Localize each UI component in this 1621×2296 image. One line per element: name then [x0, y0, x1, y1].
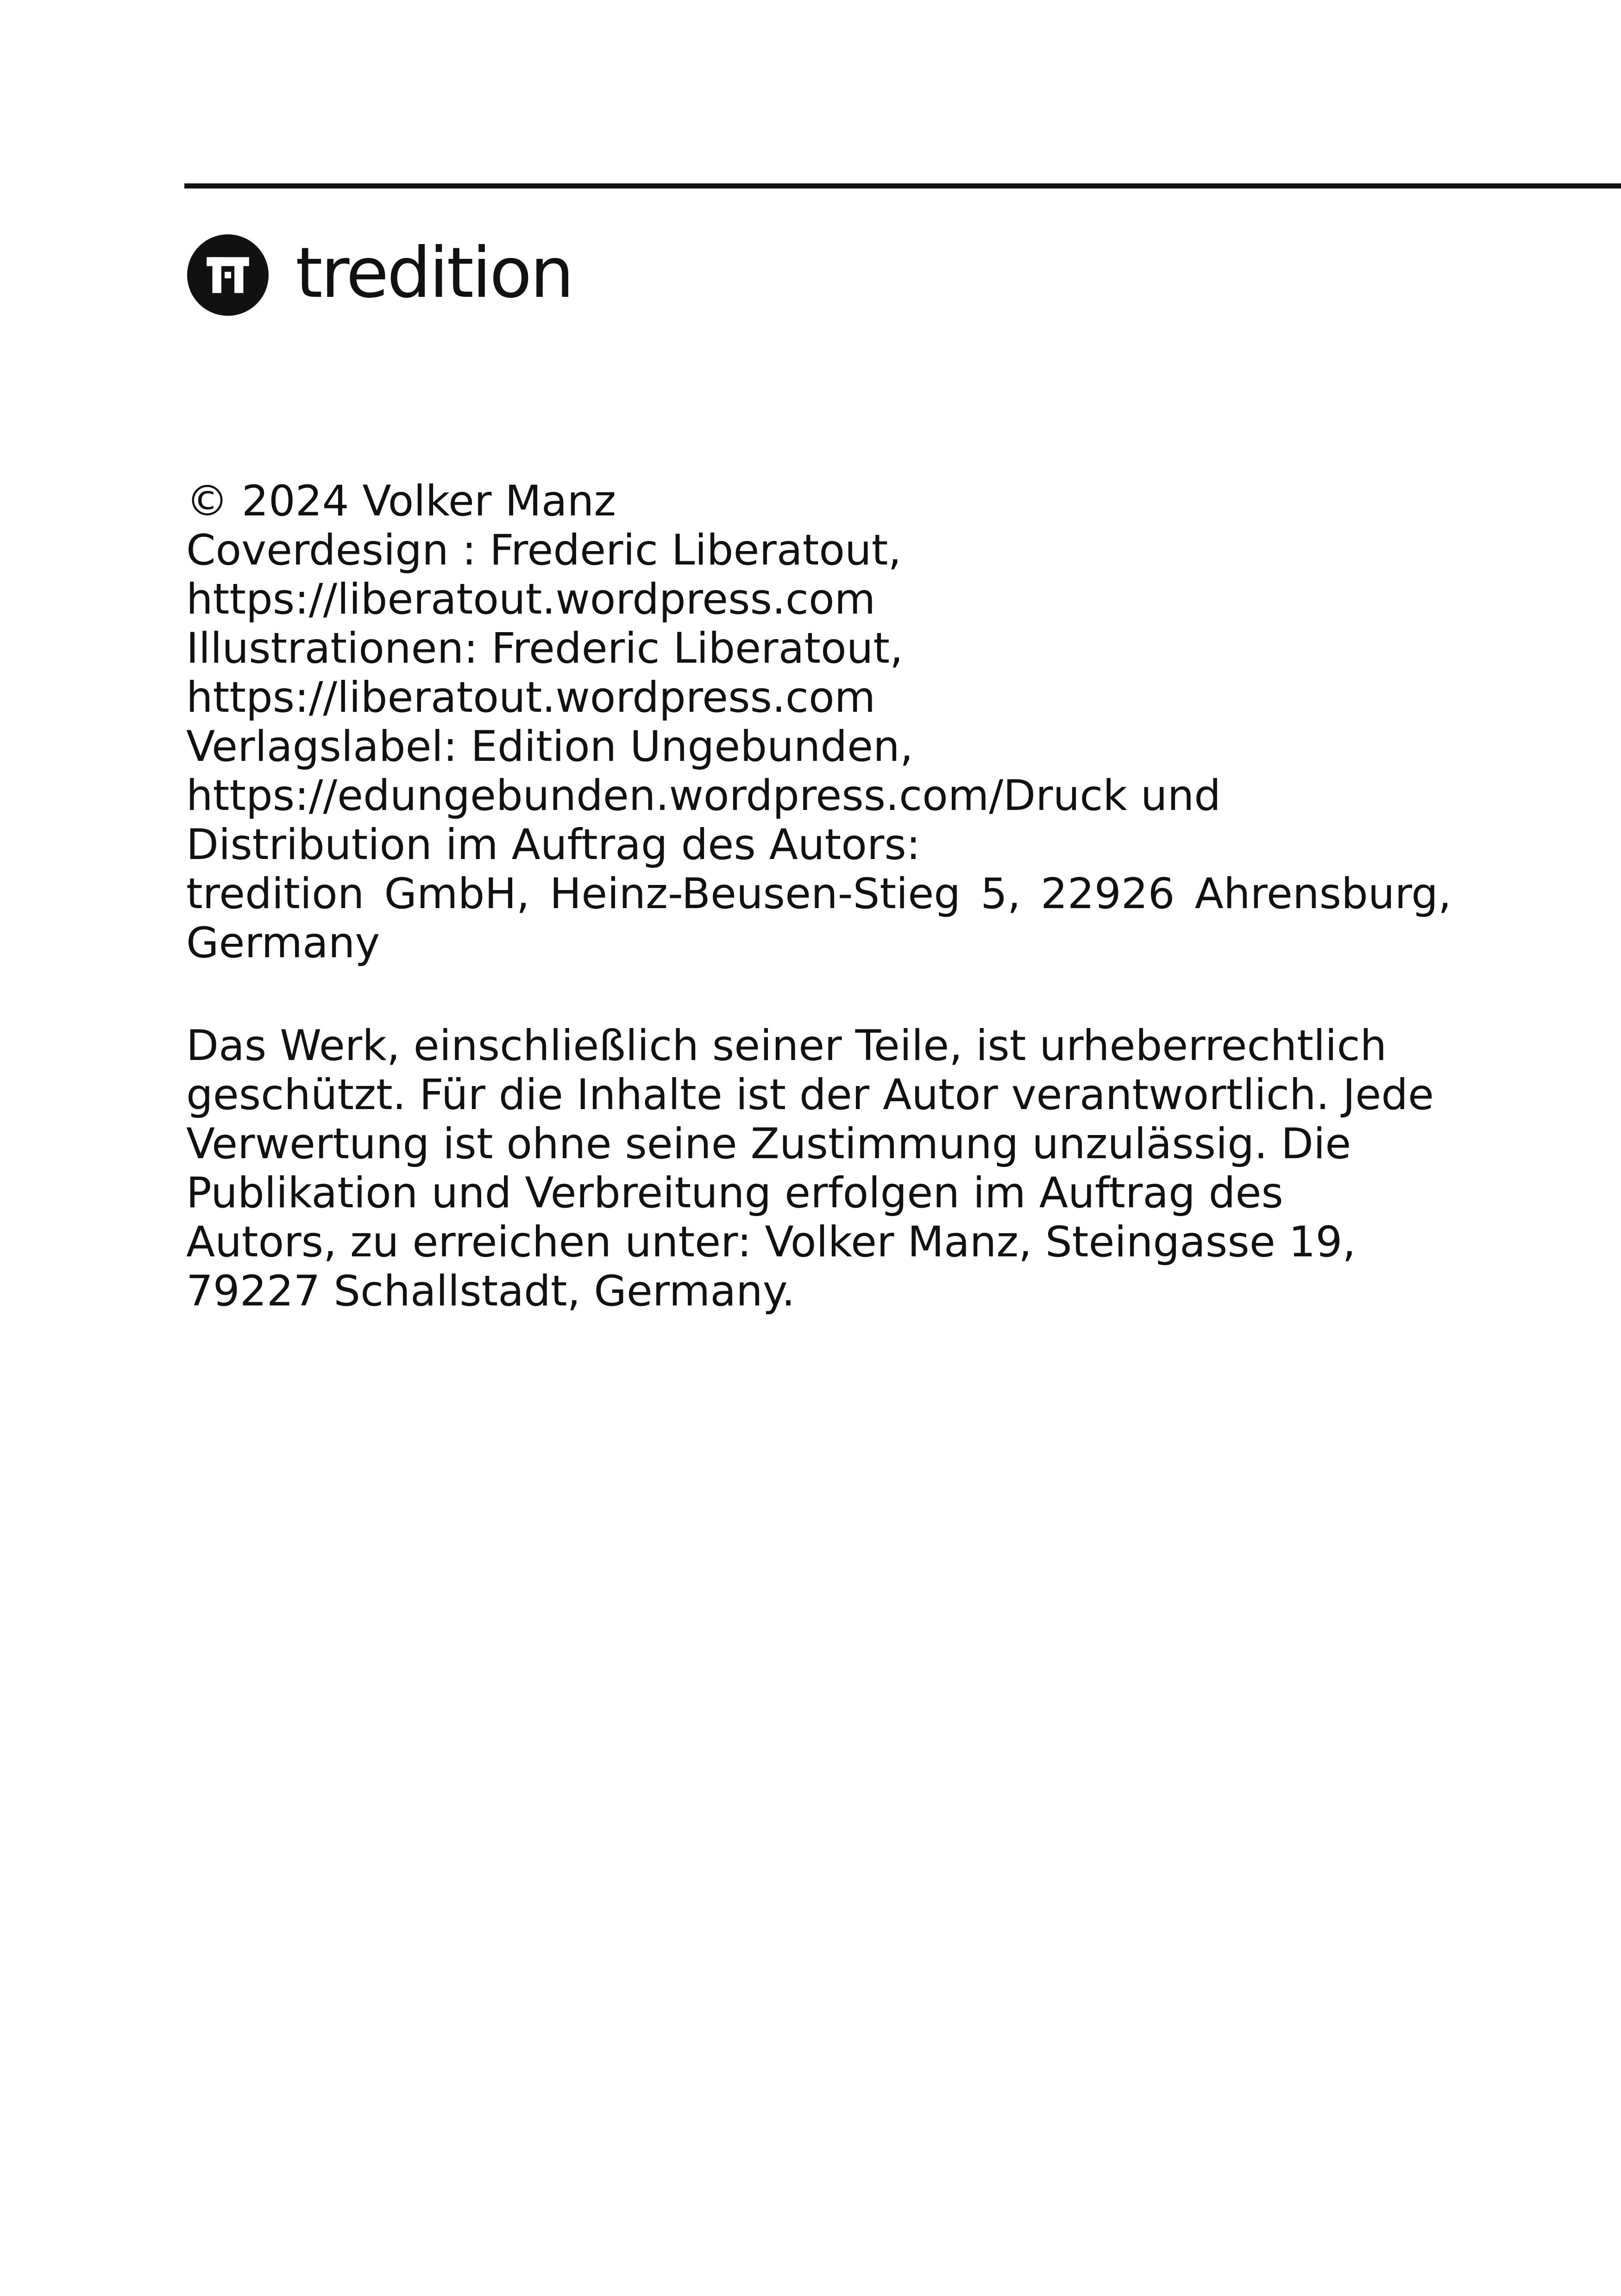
notice-line: Publikation und Verbreitung erfolgen im Auftrag des — [186, 1169, 1283, 1217]
tredition-wordmark: tredition — [295, 233, 572, 314]
distributor-country: Germany — [186, 919, 380, 967]
notice-line: 79227 Schallstadt, Germany. — [186, 1267, 795, 1316]
illustrations-url: https://liberatout.wordpress.com — [186, 673, 876, 722]
coverdesign-line: Coverdesign : Frederic Liberatout, — [186, 526, 902, 575]
coverdesign-url: https://liberatout.wordpress.com — [186, 575, 876, 624]
notice-line: geschützt. Für die Inhalte ist der Autor verantwortlich. Jede — [186, 1071, 1434, 1119]
distribution-line: Distribution im Auftrag des Autors: — [186, 821, 921, 869]
imprint-block — [186, 477, 1474, 1316]
address-word: 22926 — [1041, 870, 1175, 918]
notice-line: Autors, zu erreichen unter: Volker Manz, Steingasse 19, — [186, 1218, 1356, 1267]
tredition-logo-icon — [187, 234, 269, 316]
address-word: tredition — [186, 870, 364, 918]
address-word: GmbH, — [384, 870, 530, 918]
tredition-logo — [187, 233, 572, 317]
top-rule — [184, 183, 1621, 188]
copyright-line: © 2024 Volker Manz — [186, 477, 616, 526]
address-word: 5, — [980, 870, 1021, 918]
publisher-label-line: Verlagslabel: Edition Ungebunden, — [186, 722, 913, 771]
notice-line: Verwertung ist ohne seine Zustimmung unzulässig. Die — [186, 1120, 1351, 1168]
address-word: Ahrensburg, — [1194, 870, 1451, 918]
illustrations-line: Illustrationen: Frederic Liberatout, — [186, 624, 903, 673]
paragraph-gap — [186, 968, 1474, 1022]
address-word: Heinz-Beusen-Stieg — [549, 870, 961, 918]
publisher-label-url: https://edungebunden.wordpress.com/Druck und — [186, 772, 1221, 820]
distributor-address — [186, 870, 1451, 919]
notice-line: Das Werk, einschließlich seiner Teile, ist urheberrechtlich — [186, 1022, 1387, 1070]
